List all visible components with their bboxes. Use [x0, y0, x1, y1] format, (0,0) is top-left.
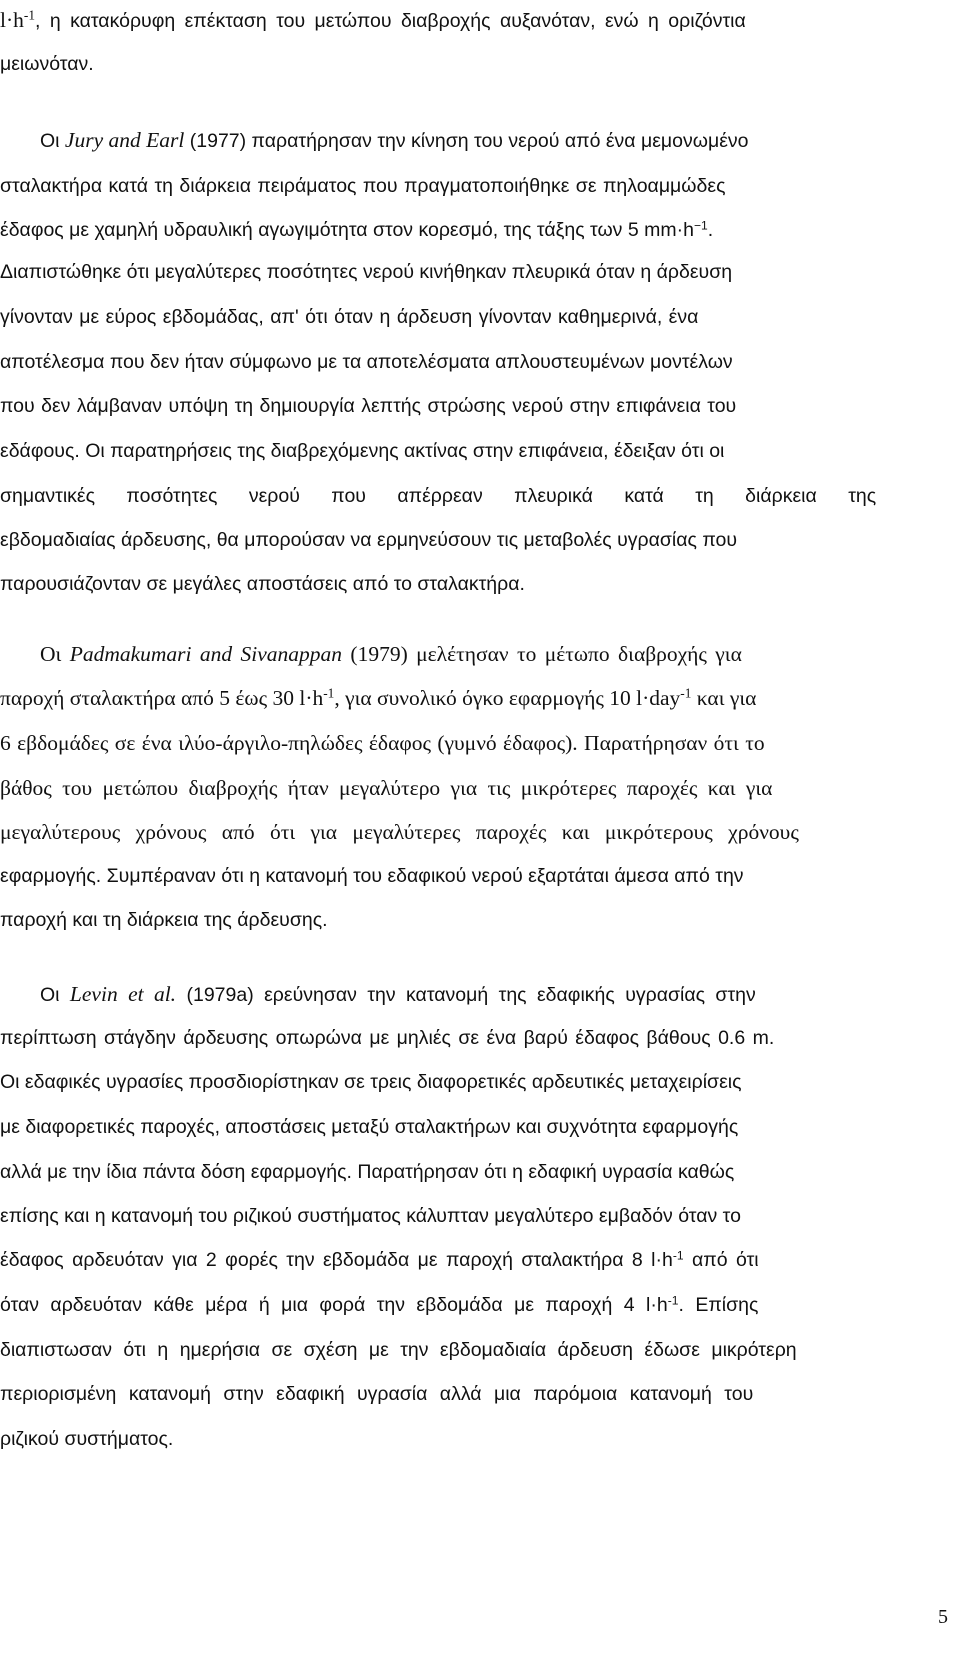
text-line: αλλά με την ίδια πάντα δόση εφαρμογής. Παρατήρησαν ότι η εδαφική υγρασία καθώς — [0, 1161, 735, 1183]
paragraph-first-line: Οι Padmakumari and Sivanappan (1979) μελέτησαν το μέτωπο διαβροχής για — [40, 642, 742, 666]
text-line: Διαπιστώθηκε ότι μεγαλύτερες ποσότητες νερού κινήθηκαν πλευρικά όταν η άρδευση — [0, 261, 733, 283]
text-line: βάθος του μετώπου διαβροχής ήταν μεγαλύτερο για τις μικρότερες παροχές και για — [0, 776, 773, 800]
text-line: διαπιστωσαν ότι η ημερήσια σε σχέση με την εβδομαδιαία άρδευση έδωσε μικρότερη — [0, 1339, 797, 1361]
text-line: περιορισμένη κατανομή στην εδαφική υγρασία αλλά μια παρόμοια κατανομή του — [0, 1383, 754, 1405]
text-line: σημαντικές ποσότητες νερού που απέρρεαν πλευρικά κατά τη διάρκεια της — [0, 485, 877, 507]
text-line: σταλακτήρα κατά τη διάρκεια πειράματος που πραγματοποιήθηκε σε πηλοαμμώδες — [0, 175, 726, 197]
paragraph-first-line: Οι Jury and Earl (1977) παρατήρησαν την κίνηση του νερού από ένα μεμονωμένο — [40, 128, 749, 152]
text-line: εβδομαδιαίας άρδευσης, θα μπορούσαν να ερμηνεύσουν τις μεταβολές υγρασίας που — [0, 529, 738, 551]
text-line: περίπτωση στάγδην άρδευσης οπωρώνα με μηλιές σε ένα βαρύ έδαφος βάθους 0.6 m. — [0, 1027, 775, 1049]
text-line: μειωνόταν. — [0, 53, 94, 75]
text-line: επίσης και η κατανομή του ριζικού συστήματος κάλυπταν μεγαλύτερο εμβαδόν όταν το — [0, 1205, 741, 1227]
text-line: παρουσιάζονταν σε μεγάλες αποστάσεις από το σταλακτήρα. — [0, 573, 525, 595]
text-line: έδαφος με χαμηλή υδραυλική αγωγιμότητα στον κορεσμό, της τάξης των 5 $mm\cdot h^{-1}$. — [0, 218, 714, 241]
text-line: όταν αρδευόταν κάθε μέρα ή μια φορά την εβδομάδα με παροχή 4 $l\cdot h^{-1}$. Επίσης — [0, 1293, 759, 1316]
paragraph-first-line: Οι Levin et al. (1979a) ερεύνησαν την κατανομή της εδαφικής υγρασίας στην — [40, 982, 756, 1006]
text-line: έδαφος αρδευόταν για 2 φορές την εβδομάδα με παροχή σταλακτήρα 8 $l\cdot h^{-1}$ από ότι — [0, 1248, 759, 1271]
page-number: 5 — [938, 1606, 948, 1628]
text-line: ριζικού συστήματος. — [0, 1428, 174, 1450]
text-line: 6 εβδομάδες σε ένα ιλύο-άργιλο-πηλώδες έδαφος (γυμνό έδαφος). Παρατήρησαν ότι το — [0, 731, 765, 755]
text-line: εδάφους. Οι παρατηρήσεις της διαβρεχόμενης ακτίνας στην επιφάνεια, έδειξαν ότι οι — [0, 440, 725, 462]
text-line: παροχή και τη διάρκεια της άρδευσης. — [0, 909, 328, 931]
text-line: μεγαλύτερους χρόνους από ότι για μεγαλύτερες παροχές και μικρότερους χρόνους — [0, 820, 799, 844]
text-line: εφαρμογής. Συμπέραναν ότι η κατανομή του εδαφικού νερού εξαρτάται άμεσα από την — [0, 865, 744, 887]
text-line: $l\cdot h^{-1}$, η κατακόρυφη επέκταση του μετώπου διαβροχής αυξανόταν, ενώ η οριζόντια — [0, 7, 746, 32]
text-line: με διαφορετικές παροχές, αποστάσεις μεταξύ σταλακτήρων και συχνότητα εφαρμογής — [0, 1116, 739, 1138]
text-line: που δεν λάμβαναν υπόψη τη δημιουργία λεπτής στρώσης νερού στην επιφάνεια του — [0, 395, 737, 417]
text-line: αποτέλεσμα που δεν ήταν σύμφωνο με τα αποτελέσματα απλουστευμένων μοντέλων — [0, 351, 733, 373]
text-line: Οι εδαφικές υγρασίες προσδιορίστηκαν σε τρεις διαφορετικές αρδευτικές μεταχειρίσεις — [0, 1071, 742, 1093]
text-line: παροχή σταλακτήρα από 5 έως 30 $l\cdot h^{-1}$, για συνολικό όγκο εφαρμογής 10 l·day$^{-1}$ και για — [0, 685, 757, 710]
text-line: γίνονταν με εύρος εβδομάδας, απ' ότι όταν η άρδευση γίνονταν καθημερινά, ένα — [0, 306, 699, 328]
